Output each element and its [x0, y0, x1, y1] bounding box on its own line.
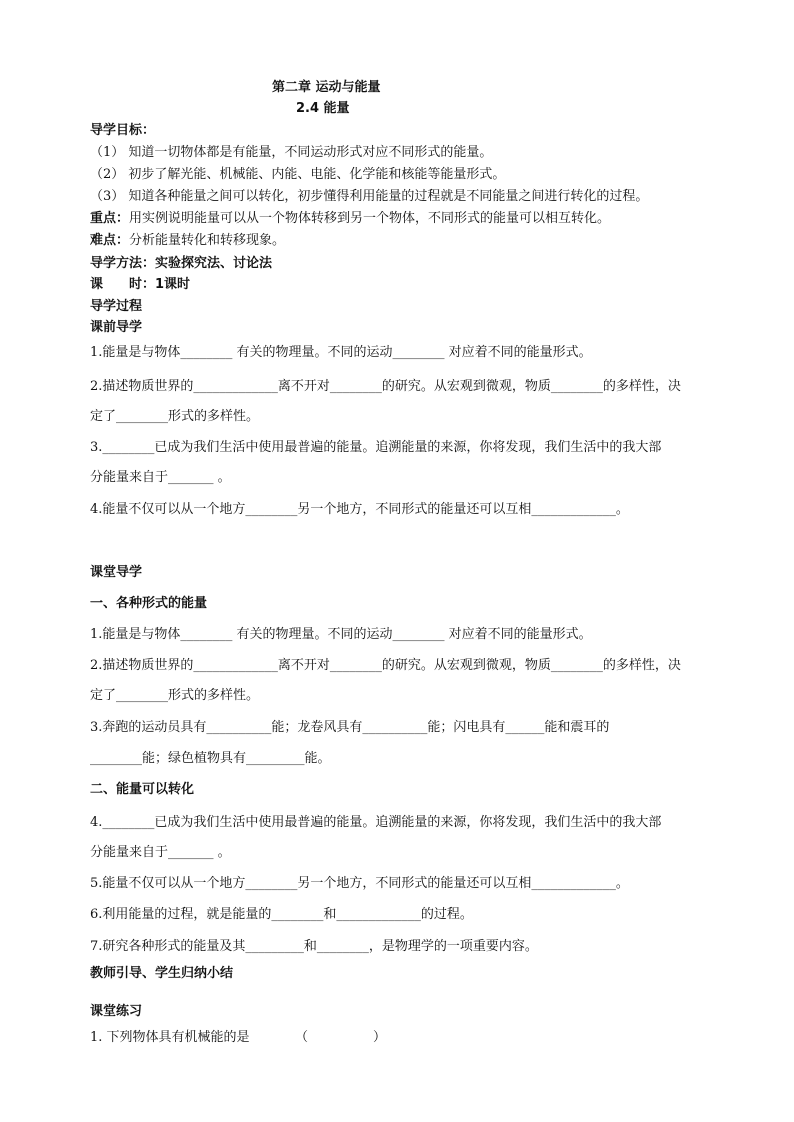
pre-class-heading: 课前导学: [90, 320, 143, 335]
chapter-title: 第二章 运动与能量: [272, 80, 381, 95]
practice-heading: 课堂练习: [90, 1004, 143, 1019]
goals-heading: 导学目标：: [90, 123, 156, 138]
difficult-point-text: 分析能量转化和转移现象。: [129, 233, 286, 248]
part2-heading: 二、能量可以转化: [90, 782, 195, 797]
hours-line: 课 时：1课时: [90, 277, 191, 292]
part2-line-4: 6.利用能量的过程，就是能量的________和_____________的过程。: [90, 907, 473, 922]
part2-line-2: 分能量来自于_______ 。: [90, 845, 231, 860]
key-point-label: 重点：: [90, 211, 130, 226]
part1-line-1: 1.能量是与物体________ 有关的物理量。不同的运动________ 对应着不同的能量形式。: [90, 627, 592, 642]
key-point: [90, 211, 610, 227]
summary-heading: 教师引导、学生归纳小结: [90, 966, 234, 981]
goal-3: （3） 知道各种能量之间可以转化，初步懂得利用能量的过程就是不同能量之间进行转化的过程。: [90, 189, 649, 204]
pre-class-line-5: 分能量来自于_______ 。: [90, 470, 231, 485]
pre-class-line-4: 3.________已成为我们生活中使用最普遍的能量。追溯能量的来源，你将发现，我们生活中的我大部: [90, 440, 662, 455]
goal-2: （2） 初步了解光能、机械能、内能、电能、化学能和核能等能量形式。: [90, 167, 506, 182]
practice-question-1: 1. 下列物体具有机械能的是 （ ）: [90, 1030, 387, 1045]
part1-line-3: 定了________形式的多样性。: [90, 688, 260, 703]
pre-class-line-6: 4.能量不仅可以从一个地方________另一个地方，不同形式的能量还可以互相_____________。: [90, 502, 629, 517]
section-title: 2.4 能量: [296, 101, 350, 116]
goal-1: （1） 知道一切物体都是有能量，不同运动形式对应不同形式的能量。: [90, 145, 493, 160]
part2-line-5: 7.研究各种形式的能量及其_________和________，是物理学的一项重要内容。: [90, 939, 538, 954]
part1-heading: 一、各种形式的能量: [90, 596, 208, 611]
part1-line-4: 3.奔跑的运动员具有__________能；龙卷风具有__________能；闪电具有______能和震耳的: [90, 720, 610, 735]
pre-class-line-2: 2.描述物质世界的_____________离不开对________的研究。从宏观到微观，物质________的多样性，决: [90, 379, 681, 394]
key-point-text: 用实例说明能量可以从一个物体转移到另一个物体，不同形式的能量可以相互转化。: [129, 211, 611, 226]
in-class-heading: 课堂导学: [90, 565, 143, 580]
part2-line-1: 4.________已成为我们生活中使用最普遍的能量。追溯能量的来源，你将发现，我们生活中的我大部: [90, 815, 662, 830]
part1-line-5: ________能；绿色植物具有_________能。: [90, 751, 331, 766]
pre-class-line-1: 1.能量是与物体________ 有关的物理量。不同的运动________ 对应着不同的能量形式。: [90, 345, 592, 360]
difficult-point-label: 难点：: [90, 233, 130, 248]
process-heading: 导学过程: [90, 299, 143, 314]
difficult-point: [90, 233, 285, 249]
method-line: 导学方法：实验探究法、讨论法: [90, 256, 273, 271]
pre-class-line-3: 定了________形式的多样性。: [90, 409, 260, 424]
part2-line-3: 5.能量不仅可以从一个地方________另一个地方，不同形式的能量还可以互相_____________。: [90, 876, 629, 891]
part1-line-2: 2.描述物质世界的_____________离不开对________的研究。从宏观到微观，物质________的多样性，决: [90, 658, 681, 673]
